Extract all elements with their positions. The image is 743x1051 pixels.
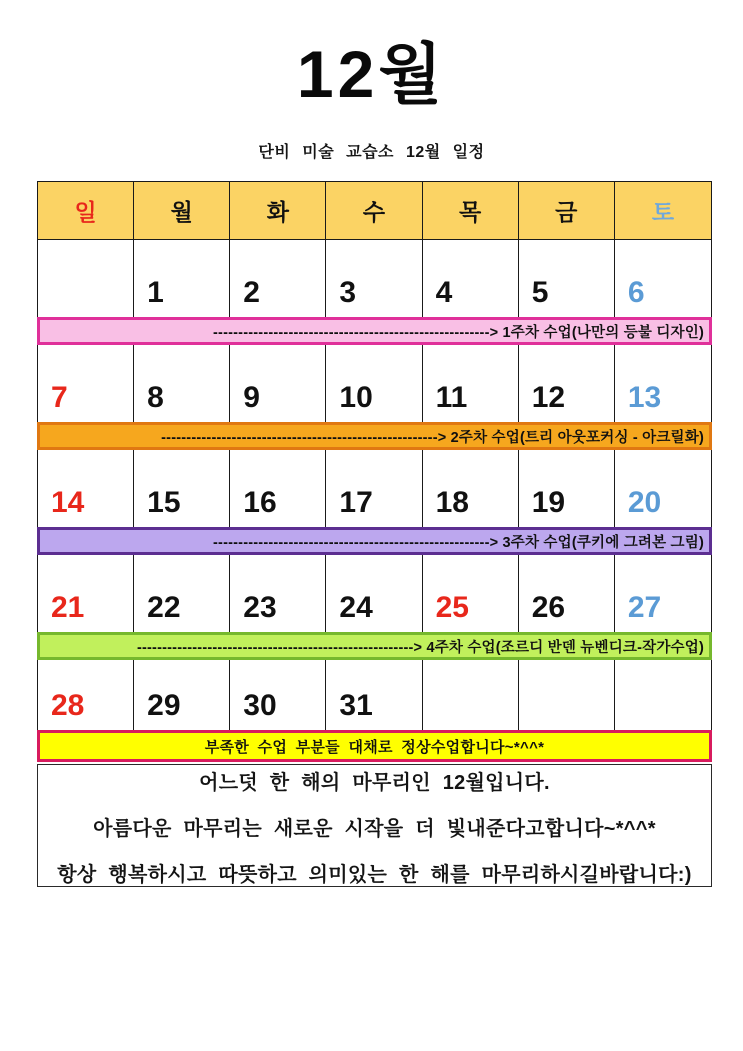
date-cell-31: 31: [326, 660, 422, 730]
week-row-5: [37, 660, 712, 730]
date-cell-21: 21: [38, 555, 134, 632]
date-cell-23: 23: [230, 555, 326, 632]
date-cell-22: 22: [134, 555, 230, 632]
date-cell-empty: [423, 660, 519, 730]
week-row-4: [37, 555, 712, 632]
weekday-cell-4: 목: [423, 182, 519, 239]
week-row-3: [37, 450, 712, 527]
page-title: 12월: [296, 37, 447, 111]
date-cell-11: 11: [423, 345, 519, 422]
notice-banner: 부족한 수업 부분들 대채로 정상수업합니다~*^^*: [37, 730, 712, 762]
date-cell-7: 7: [38, 345, 134, 422]
weekday-cell-1: 월: [134, 182, 230, 239]
date-cell-2: 2: [230, 240, 326, 317]
week-banner-4: -------------------------------------------------------> 4주차 수업(조르디 반덴 뉴벤디크-작가수업): [37, 632, 712, 660]
date-cell-30: 30: [230, 660, 326, 730]
date-cell-16: 16: [230, 450, 326, 527]
footer-line: 아름다운 마무리는 새로운 시작을 더 빛내준다고합니다~*^^*: [93, 818, 656, 841]
date-cell-5: 5: [519, 240, 615, 317]
date-cell-1: 1: [134, 240, 230, 317]
date-cell-17: 17: [326, 450, 422, 527]
date-cell-9: 9: [230, 345, 326, 422]
date-cell-empty: [615, 660, 711, 730]
date-cell-3: 3: [326, 240, 422, 317]
week-banner-1: -------------------------------------------------------> 1주차 수업(나만의 등불 디자인): [37, 317, 712, 345]
week-banner-3: -------------------------------------------------------> 3주차 수업(쿠키에 그려본 그림): [37, 527, 712, 555]
weekday-cell-6: 토: [651, 199, 675, 226]
weekday-cell-2: 화: [230, 182, 326, 239]
date-cell-6: 6: [627, 276, 645, 310]
week-banner-2: -------------------------------------------------------> 2주차 수업(트리 아웃포커싱 - 아크릴화): [37, 422, 712, 450]
week-row-2: [37, 345, 712, 422]
date-cell-12: 12: [519, 345, 615, 422]
weekday-header-row: [37, 181, 712, 240]
date-cell-15: 15: [134, 450, 230, 527]
date-cell-19: 19: [519, 450, 615, 527]
weekday-cell-5: 금: [519, 182, 615, 239]
date-cell-14: 14: [38, 450, 134, 527]
date-cell-29: 29: [134, 660, 230, 730]
page-subtitle: 단비 미술 교습소 12월 일정: [258, 144, 485, 162]
date-cell-27: 27: [627, 591, 662, 625]
date-cell-20: 20: [627, 486, 662, 520]
footer-line: 항상 행복하시고 따뜻하고 의미있는 한 해를 마무리하시길바랍니다:): [57, 864, 692, 887]
date-cell-28: 28: [38, 660, 134, 730]
date-cell-25: 25: [423, 555, 519, 632]
date-cell-13: 13: [627, 381, 662, 415]
calendar-body: [37, 240, 712, 730]
date-cell-18: 18: [423, 450, 519, 527]
date-cell-8: 8: [134, 345, 230, 422]
date-cell-4: 4: [423, 240, 519, 317]
footer-line: 어느덧 한 해의 마무리인 12월입니다.: [199, 772, 550, 795]
date-cell-empty: [38, 240, 134, 317]
week-row-1: [37, 240, 712, 317]
calendar: [37, 181, 712, 762]
weekday-cell-3: 수: [326, 182, 422, 239]
date-cell-10: 10: [326, 345, 422, 422]
date-cell-24: 24: [326, 555, 422, 632]
date-cell-26: 26: [519, 555, 615, 632]
date-cell-empty: [519, 660, 615, 730]
weekday-cell-0: 일: [38, 182, 134, 239]
footer-message-box: [37, 764, 712, 887]
